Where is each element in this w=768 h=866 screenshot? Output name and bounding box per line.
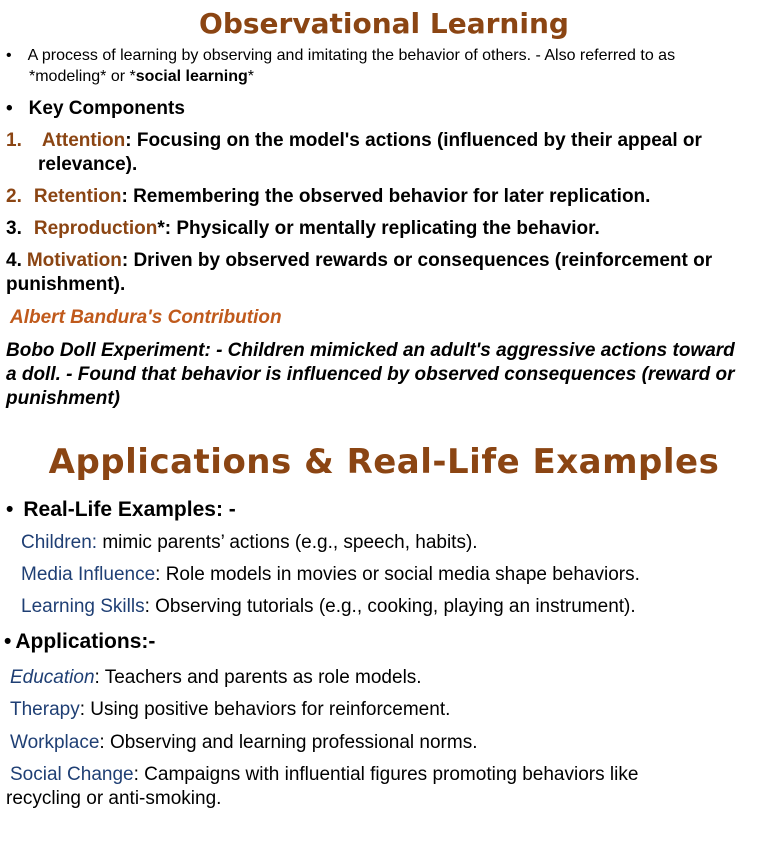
intro-bullet: • bbox=[6, 47, 12, 64]
bandura-heading: Albert Bandura's Contribution bbox=[10, 307, 282, 328]
application-desc-education: : Teachers and parents as role models. bbox=[94, 667, 422, 688]
key-components-label: Key Components bbox=[28, 98, 185, 119]
bandura-line-1: Bobo Doll Experiment: - Children mimicked an adult's aggressive actions toward bbox=[6, 340, 735, 361]
component-desc-attention-cont: relevance). bbox=[38, 154, 138, 175]
component-num-4: 4. bbox=[6, 250, 22, 271]
key-components-bullet: • bbox=[6, 98, 13, 119]
application-item-social-change bbox=[10, 763, 768, 787]
component-item-2 bbox=[6, 185, 764, 209]
component-item-3 bbox=[6, 217, 764, 241]
application-term-therapy: Therapy bbox=[10, 699, 80, 720]
real-life-term-children: Children: bbox=[21, 532, 98, 553]
intro-asterisk: * bbox=[247, 68, 255, 85]
real-life-item-skills bbox=[21, 595, 768, 619]
component-desc-attention: : Focusing on the model's actions (influenced by their appeal or bbox=[125, 130, 702, 151]
applications-heading bbox=[4, 629, 762, 655]
component-item-1-cont bbox=[38, 153, 768, 177]
component-num-2: 2. bbox=[6, 186, 22, 207]
component-item-4 bbox=[6, 249, 764, 273]
real-life-desc-media: : Role models in movies or social media shape behaviors. bbox=[155, 564, 640, 585]
component-item-4-cont bbox=[6, 273, 764, 297]
application-desc-social-change: : Campaigns with influential figures promoting behaviors like bbox=[133, 764, 639, 785]
bandura-line-2: a doll. - Found that behavior is influenced by observed consequences (reward or bbox=[6, 364, 735, 385]
component-desc-retention: : Remembering the observed behavior for later replication. bbox=[121, 186, 651, 207]
component-desc-motivation-cont: punishment). bbox=[6, 274, 126, 295]
real-life-term-skills: Learning Skills bbox=[21, 596, 145, 617]
component-term-retention: Retention bbox=[33, 186, 122, 207]
real-life-item-media bbox=[21, 563, 768, 587]
component-num-1: 1. bbox=[6, 130, 22, 151]
intro-line-1 bbox=[6, 46, 764, 66]
component-num-3: 3. bbox=[6, 218, 22, 239]
component-term-reproduction: Reproduction bbox=[33, 218, 158, 239]
component-term-attention: Attention bbox=[41, 130, 126, 151]
real-life-term-media: Media Influence bbox=[21, 564, 156, 585]
application-item-social-change-cont bbox=[6, 787, 764, 811]
component-desc-motivation: : Driven by observed rewards or consequences (reinforcement or bbox=[121, 250, 713, 271]
application-term-workplace: Workplace bbox=[10, 732, 100, 753]
page-title: Observational Learning bbox=[199, 7, 569, 40]
component-item-1 bbox=[6, 129, 764, 153]
intro-text: A process of learning by observing and imitating the behavior of others. - Also referred to as bbox=[27, 47, 676, 64]
real-life-bullet: • bbox=[6, 498, 14, 521]
section-title-applications: Applications & Real-Life Examples bbox=[48, 442, 720, 482]
real-life-heading bbox=[6, 497, 764, 523]
applications-bullet: • bbox=[4, 630, 12, 653]
application-item-workplace bbox=[10, 731, 768, 755]
application-desc-workplace: : Observing and learning professional norms. bbox=[99, 732, 478, 753]
application-term-social-change: Social Change bbox=[10, 764, 134, 785]
intro-line-2 bbox=[29, 67, 768, 87]
real-life-desc-children: mimic parents’ actions (e.g., speech, habits). bbox=[97, 532, 478, 553]
bandura-line-3: punishment) bbox=[6, 388, 120, 409]
real-life-desc-skills: : Observing tutorials (e.g., cooking, playing an instrument). bbox=[144, 596, 636, 617]
applications-label: Applications:- bbox=[15, 630, 156, 653]
application-item-education bbox=[10, 666, 768, 690]
component-term-motivation: Motivation bbox=[26, 250, 122, 271]
key-components-heading bbox=[6, 97, 764, 121]
application-item-therapy bbox=[10, 698, 768, 722]
real-life-item-children bbox=[21, 531, 768, 555]
application-desc-therapy: : Using positive behaviors for reinforcement. bbox=[79, 699, 451, 720]
application-desc-social-change-cont: recycling or anti-smoking. bbox=[6, 788, 222, 809]
intro-social-learning: social learning bbox=[135, 68, 248, 85]
component-desc-reproduction: *: Physically or mentally replicating the behavior. bbox=[157, 218, 600, 239]
intro-modeling-text: *modeling* or * bbox=[29, 68, 136, 85]
application-term-education: Education bbox=[10, 667, 95, 688]
real-life-label: Real-Life Examples: - bbox=[23, 498, 236, 521]
